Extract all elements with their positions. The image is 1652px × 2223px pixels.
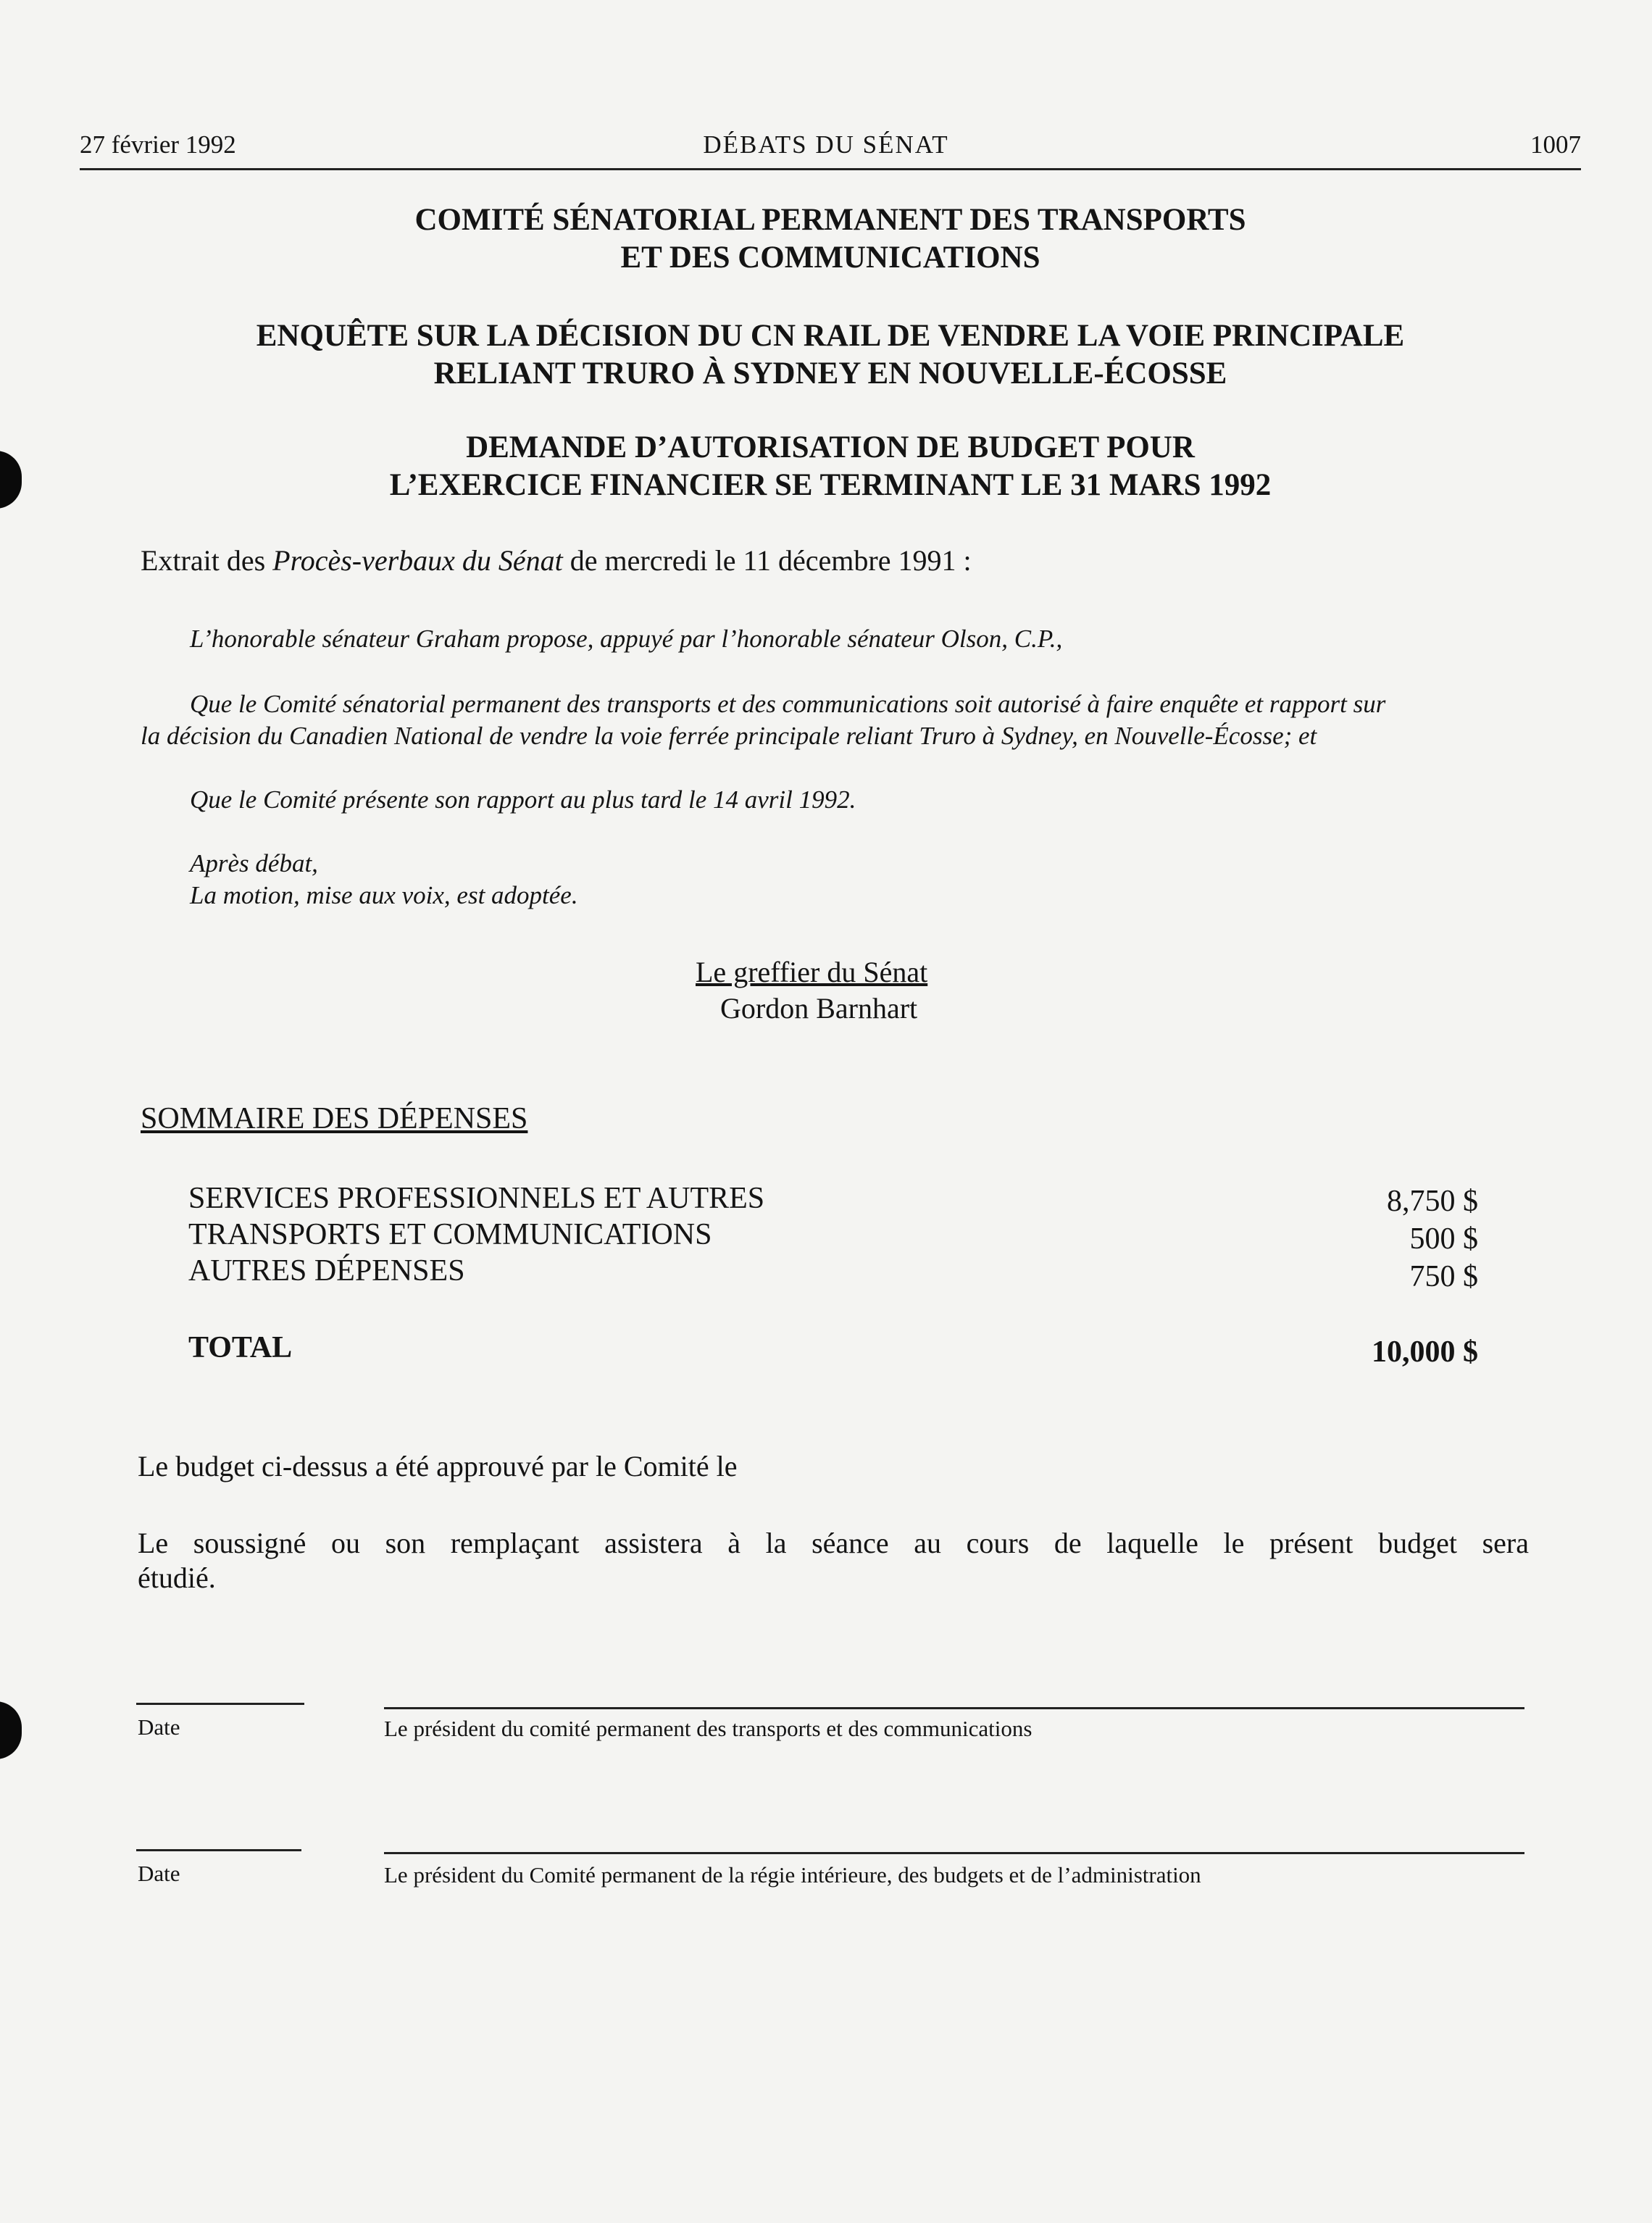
clerk-title: Le greffier du Sénat <box>696 956 928 988</box>
undersigned-line1: Le soussigné ou son remplaçant assistera à la séance au cours de laquelle le présent budget sera <box>138 1527 1529 1559</box>
budget-title-line2: L’EXERCICE FINANCIER SE TERMINANT LE 31 MARS 1992 <box>389 468 1272 502</box>
motion-debate: Après débat, <box>190 849 318 877</box>
president-signature-line <box>384 1852 1524 1854</box>
date-signature-line <box>136 1849 301 1851</box>
extract-line <box>141 543 972 577</box>
motion-adopted: La motion, mise aux voix, est adoptée. <box>190 881 578 909</box>
expense-label: SERVICES PROFESSIONNELS ET AUTRES <box>188 1182 765 1215</box>
expense-amount: 8,750 $ <box>1387 1185 1478 1218</box>
extract-suffix: de mercredi le 11 décembre 1991 : <box>562 544 972 577</box>
header-rule <box>80 168 1581 170</box>
binder-hole-bottom <box>0 1701 22 1759</box>
date-label: Date <box>138 1714 180 1740</box>
clerk-name: Gordon Barnhart <box>720 992 918 1025</box>
motion-clause1-line1: Que le Comité sénatorial permanent des transports et des communications soit autorisé à faire enquête et rapport sur <box>190 690 1386 718</box>
expense-amount: 500 $ <box>1409 1222 1478 1256</box>
budget-title-line1: DEMANDE D’AUTORISATION DE BUDGET POUR <box>466 430 1195 464</box>
extract-prefix: Extrait des <box>141 544 273 577</box>
date-label: Date <box>138 1861 180 1886</box>
summary-heading: SOMMAIRE DES DÉPENSES <box>141 1102 528 1135</box>
inquiry-title-line2: RELIANT TRURO À SYDNEY EN NOUVELLE-ÉCOSSE <box>433 356 1227 391</box>
binder-hole-top <box>0 451 22 509</box>
header-date: 27 février 1992 <box>80 130 236 159</box>
header-publication: DÉBATS DU SÉNAT <box>703 130 949 159</box>
inquiry-title-line1: ENQUÊTE SUR LA DÉCISION DU CN RAIL DE VENDRE LA VOIE PRINCIPALE <box>256 319 1405 353</box>
date-signature-line <box>136 1703 304 1705</box>
signature-role: Le président du comité permanent des transports et des communications <box>384 1716 1032 1741</box>
motion-clause1-line2: la décision du Canadien National de vendre la voie ferrée principale reliant Truro à Sydney, en Nouvelle-Écosse; et <box>141 722 1317 750</box>
total-amount: 10,000 $ <box>1372 1335 1478 1369</box>
total-label: TOTAL <box>188 1331 293 1364</box>
undersigned-line2: étudié. <box>138 1561 216 1594</box>
signature-role: Le président du Comité permanent de la régie intérieure, des budgets et de l’administration <box>384 1862 1201 1888</box>
committee-title-line2: ET DES COMMUNICATIONS <box>620 241 1040 275</box>
approval-statement: Le budget ci-dessus a été approuvé par le Comité le <box>138 1450 738 1482</box>
committee-title-line1: COMITÉ SÉNATORIAL PERMANENT DES TRANSPORTS <box>414 203 1246 237</box>
president-signature-line <box>384 1707 1524 1709</box>
motion-proposer: L’honorable sénateur Graham propose, appuyé par l’honorable sénateur Olson, C.P., <box>190 625 1063 653</box>
motion-clause2: Que le Comité présente son rapport au plus tard le 14 avril 1992. <box>190 785 856 814</box>
expense-amount: 750 $ <box>1409 1260 1478 1293</box>
expense-label: AUTRES DÉPENSES <box>188 1254 465 1288</box>
expense-label: TRANSPORTS ET COMMUNICATIONS <box>188 1218 712 1251</box>
header-page-number: 1007 <box>1530 130 1581 159</box>
extract-source: Procès-verbaux du Sénat <box>272 544 563 577</box>
